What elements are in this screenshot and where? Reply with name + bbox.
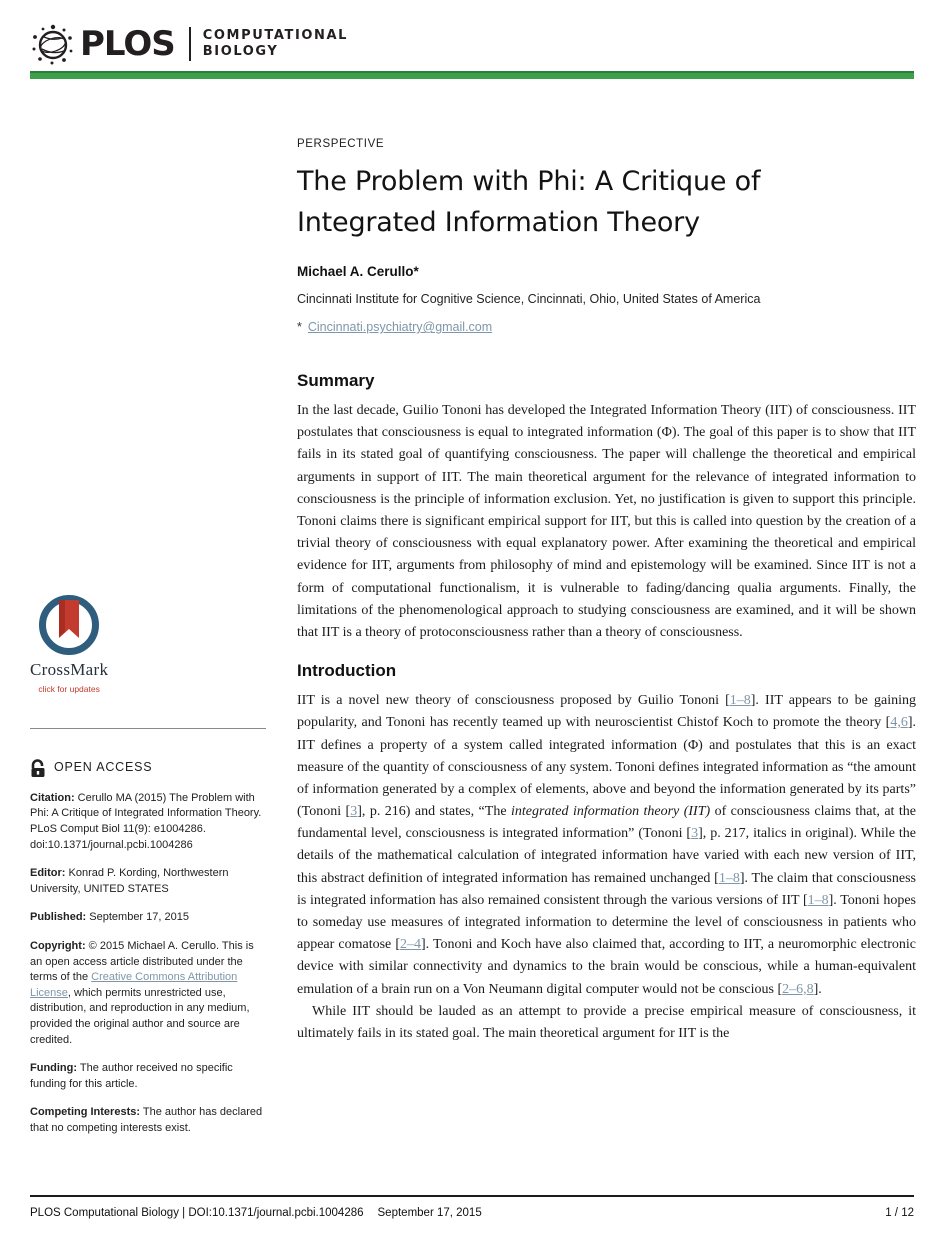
inline-link[interactable]: 2–4 <box>399 937 421 953</box>
crossmark-badge[interactable] <box>30 594 108 695</box>
text-segment: of consciousness claims that, at the fundamental level, consciousness is integrated information” (Tononi [ <box>297 804 916 842</box>
logo-divider <box>189 27 191 61</box>
footer-rule <box>30 1195 914 1197</box>
inline-link[interactable]: 4,6 <box>890 715 908 731</box>
published-text: September 17, 2015 <box>86 911 189 924</box>
funding-text: The author received no specific funding for this article. <box>30 1062 233 1090</box>
text-segment: ]. <box>813 981 822 997</box>
competing-interests-block <box>30 1105 266 1136</box>
text-segment: ]. Tononi and Koch have also claimed that, according to IIT, a neuromorphic electronic device with similar connectivity and dynamics to the brain would be conscious, while a human-equivalent emulation of a brain run on a Von Neumann digital computer would not be conscious [ <box>297 937 916 997</box>
open-padlock-icon <box>30 759 46 778</box>
email-link[interactable]: Cincinnati.psychiatry@gmail.com <box>307 320 493 335</box>
author-line <box>297 264 916 279</box>
text-segment: © 2015 Michael A. Cerullo. This is an open access article distributed under the terms of the <box>30 940 254 984</box>
inline-link[interactable]: 3 <box>691 826 699 842</box>
copyright-block <box>30 939 266 1048</box>
editor-block <box>30 866 266 897</box>
header-accent-bar <box>30 71 914 79</box>
open-access-label: OPEN ACCESS <box>54 760 153 775</box>
email-asterisk: * <box>297 320 302 335</box>
author-affiliation: Cincinnati Institute for Cognitive Science, Cincinnati, Ohio, United States of America <box>297 292 761 307</box>
journal-name-line2: BIOLOGY <box>202 44 279 59</box>
citation-block <box>30 791 266 853</box>
editor-label: Editor: <box>30 867 66 880</box>
inline-link[interactable]: 3 <box>350 804 358 820</box>
text-segment: ], p. 216) and states, “The <box>357 804 511 820</box>
published-block <box>30 910 266 926</box>
funding-block <box>30 1061 266 1092</box>
corresponding-email-row <box>297 320 916 334</box>
footer-date: September 17, 2015 <box>377 1207 482 1219</box>
inline-link[interactable]: 2–6,8 <box>782 981 814 997</box>
copyright-label: Copyright: <box>30 940 86 952</box>
introduction-paragraph-1 <box>297 690 916 1001</box>
author-name: Michael A. Cerullo <box>297 264 414 280</box>
crossmark-label: CrossMark <box>30 660 109 679</box>
sidebar-divider <box>30 728 266 729</box>
citation-text: Cerullo MA (2015) The Problem with Phi: A Critique of Integrated Information Theory. PLoS Comput Biol 11(9): e1004286. doi:10.1371/journal.pcbi.1004286 <box>30 791 262 851</box>
footer-page-number: 1 / 12 <box>885 1207 914 1219</box>
inline-link[interactable]: 1–8 <box>729 693 751 709</box>
footer-journal-doi: PLOS Computational Biology | DOI:10.1371/journal.pcbi.1004286 <box>30 1207 364 1219</box>
text-segment: integrated information theory (IIT) <box>510 804 711 820</box>
journal-name <box>203 28 348 61</box>
crossmark-icon <box>38 594 100 656</box>
inline-link[interactable]: 1–8 <box>718 870 740 886</box>
introduction-heading: Introduction <box>297 661 397 681</box>
crossmark-tagline: click for updates <box>38 684 100 695</box>
text-segment: ]. The claim that consciousness is integrated information has also remained consistent through the various versions of IIT [ <box>297 870 916 908</box>
text-segment: ], p. 217, italics in original). While the details of the mathematical calculation of integrated information have varied with each new version of IIT, this abstract definition of integrated information has remained unchanged [ <box>297 826 916 886</box>
editor-text: Konrad P. Kording, Northwestern University, UNITED STATES <box>30 867 229 895</box>
open-access-row <box>30 759 266 778</box>
article-type-kicker: PERSPECTIVE <box>297 138 385 150</box>
text-segment: , which permits unrestricted use, distribution, and reproduction in any medium, provided the original author and source are credited. <box>30 986 250 1046</box>
competing-interests-label: Competing Interests: <box>30 1106 141 1119</box>
text-segment: IIT is a novel new theory of consciousness proposed by Guilio Tononi [ <box>297 693 730 709</box>
copyright-text <box>30 940 254 1046</box>
text-segment: ]. IIT defines a property of a system called integrated information (Φ) and postulates that this is an exact measure of the quantity of consciousness of any system. Tononi defines integrated information as “the amount of information generated by a complex of elements, above and beyond the information generated by its parts” (Tononi [ <box>297 715 916 820</box>
journal-name-line1: COMPUTATIONAL <box>202 27 349 43</box>
competing-interests-text: The author has declared that no competing interests exist. <box>30 1106 263 1135</box>
plos-globe-icon <box>30 21 76 67</box>
published-label: Published: <box>30 911 87 924</box>
author-asterisk: * <box>413 264 419 280</box>
text-segment: ]. IIT appears to be gaining popularity, and Tononi has recently teamed up with neuroscientist Chistof Koch to promote the theory [ <box>297 693 916 731</box>
journal-masthead <box>30 18 914 70</box>
citation-label: Citation: <box>30 791 75 804</box>
article-title: The Problem with Phi: A Critique of Integrated Information Theory <box>297 166 761 239</box>
summary-paragraph: In the last decade, Guilio Tononi has developed the Integrated Information Theory (IIT) of consciousness. IIT postulates that consciousness is equal to integrated information (Φ). The goal of this paper is to show that IIT fails in its stated goal of quantifying consciousness. The paper will challenge the theoretical and empirical arguments in support of IIT. The main theoretical argument for the relevance of integrated information to consciousness is the principle of information exclusion. Yet, no justification is given to support this principle. Tononi claims there is significant empirical support for IIT, but this is called into question by the creation of a trivial theory of consciousness with equal explanatory power. After examining the theoretical and empirical evidence for IIT, arguments from philosophy of mind and epistemology will be examined. Since IIT is not a form of computational functionalism, it is vulnerable to fading/dancing qualia arguments. Finally, the limitations of the phenomenological approach to studying consciousness are examined, and it will be shown that IIT is a theory of protoconsciousness rather than a theory of consciousness. <box>297 403 916 640</box>
page-footer <box>30 1207 914 1219</box>
funding-label: Funding: <box>30 1062 78 1075</box>
introduction-paragraph-2: While IIT should be lauded as an attempt to provide a precise empirical measure of consciousness, it ultimately fails in its stated goal. The main theoretical argument for IIT is the <box>297 1003 916 1041</box>
inline-link[interactable]: Creative Commons Attribution License <box>30 971 238 999</box>
summary-heading: Summary <box>297 371 375 391</box>
article-body <box>297 138 916 1045</box>
plos-wordmark: PLOS <box>80 24 175 64</box>
inline-link[interactable]: 1–8 <box>807 892 829 908</box>
article-metadata-sidebar <box>30 594 266 1137</box>
text-segment: ]. Tononi hopes to someday use measures of integrated information to determine the level of consciousness in patients who appear comatose [ <box>297 892 916 953</box>
